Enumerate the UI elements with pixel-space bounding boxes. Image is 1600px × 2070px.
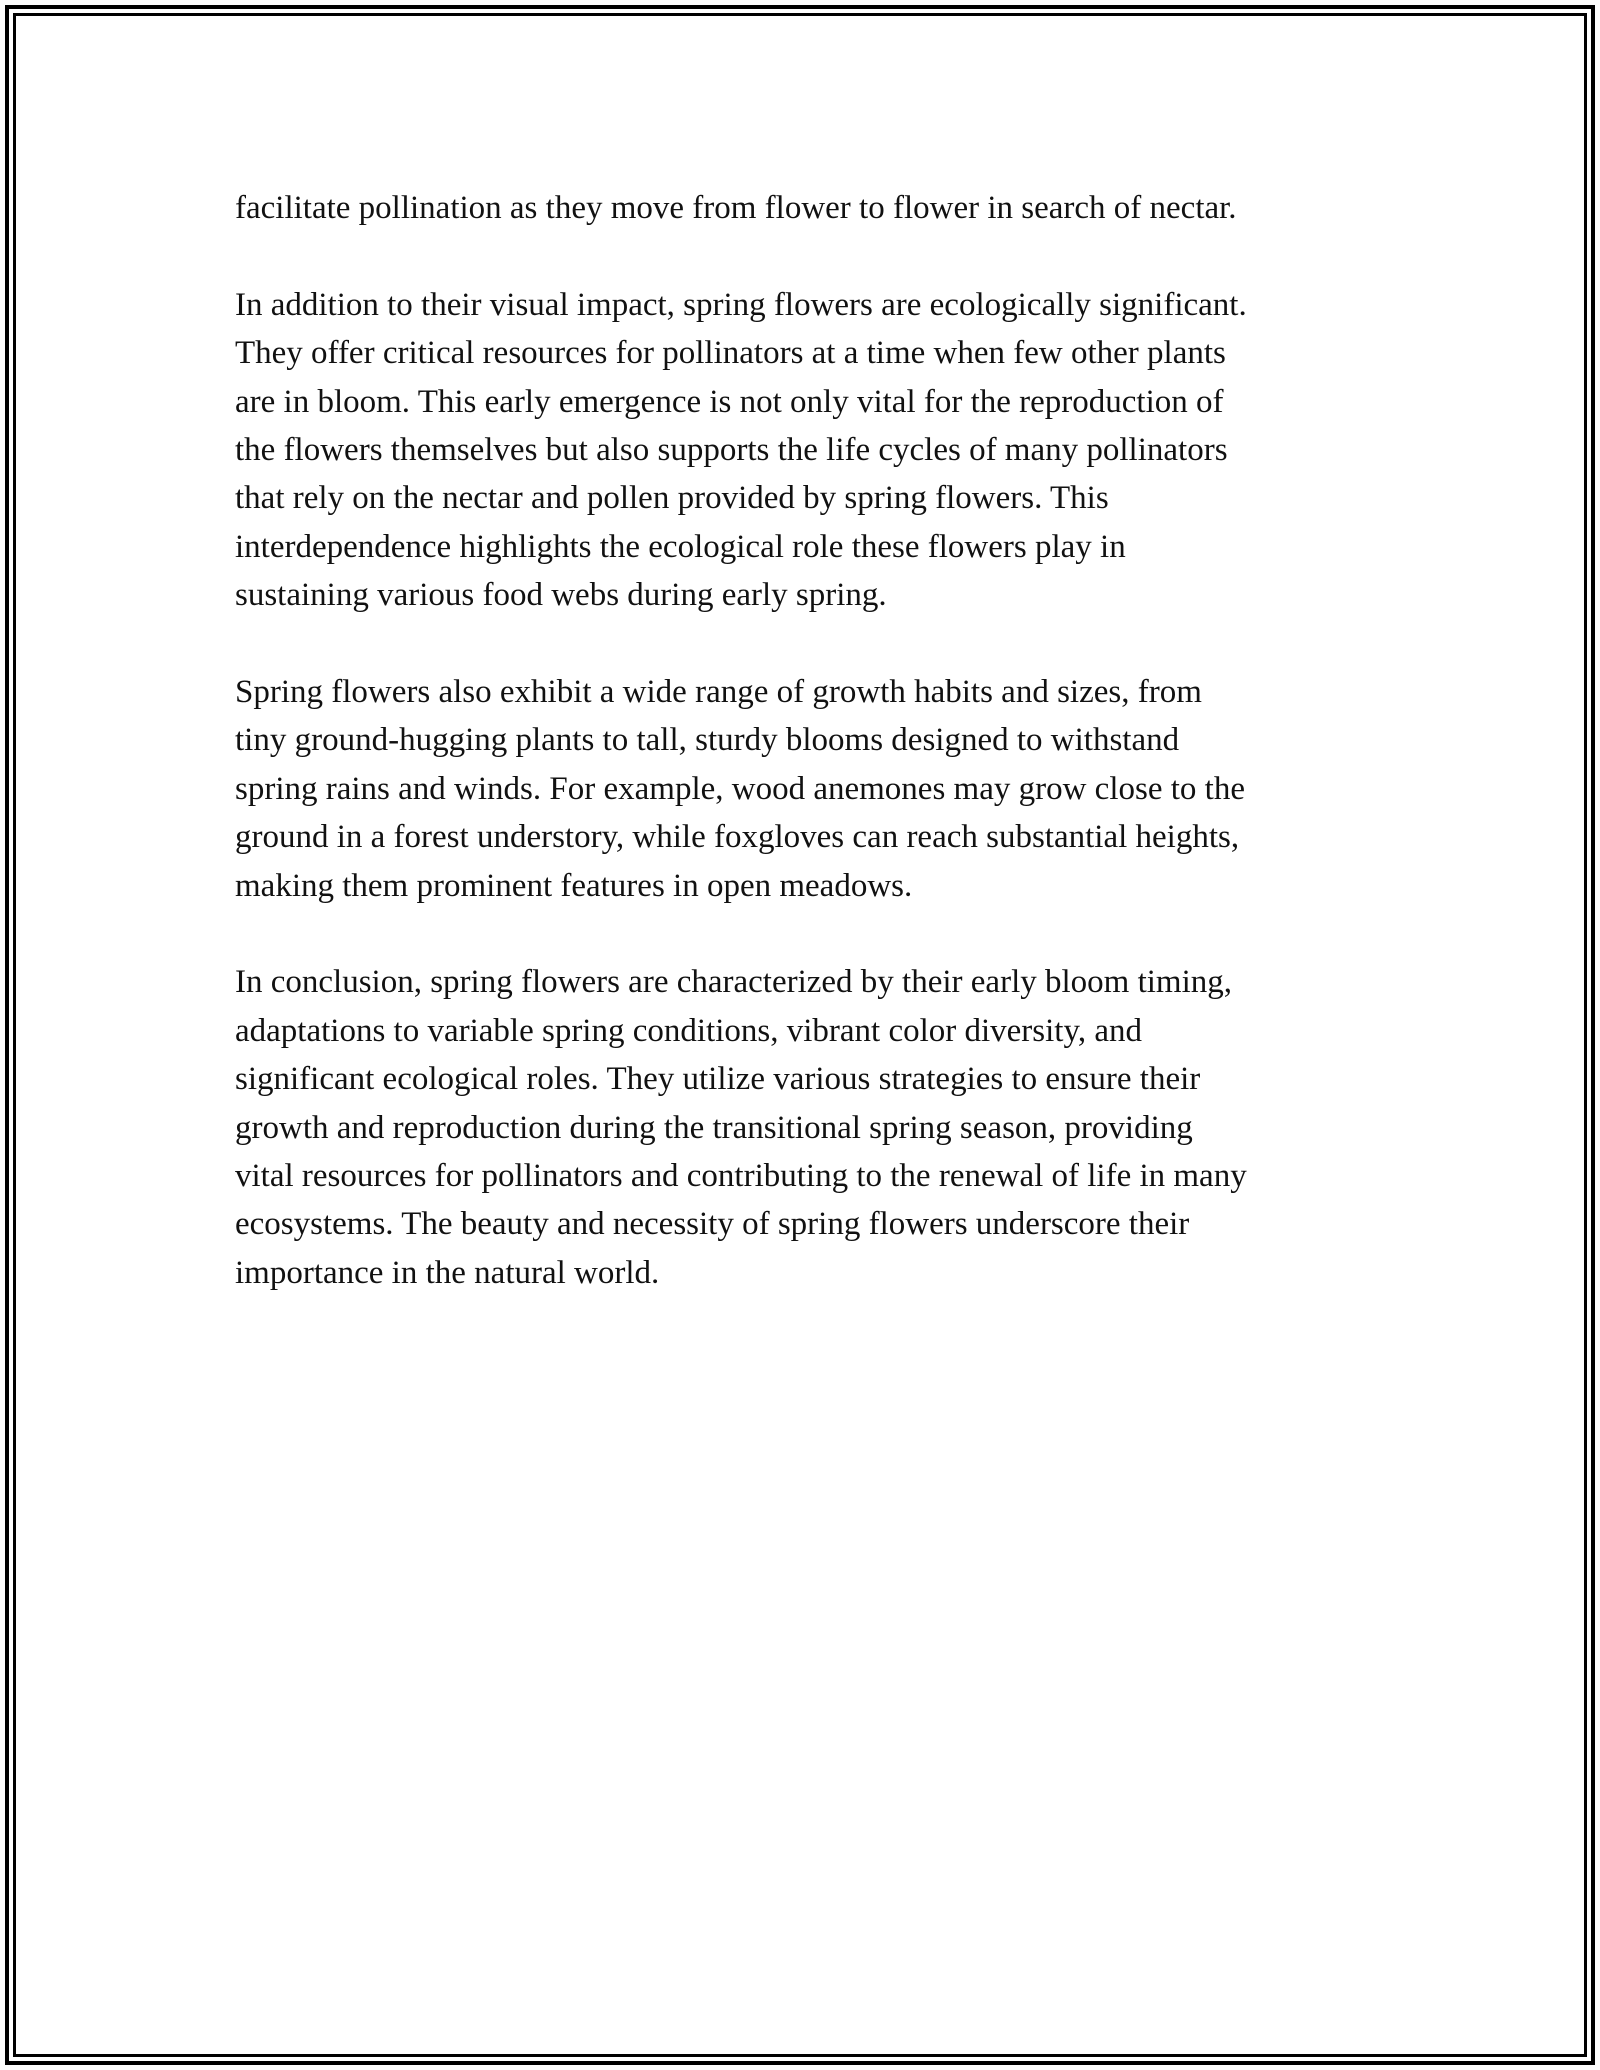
paragraph-conclusion: In conclusion, spring flowers are characterized by their early bloom timing, adaptations to variable spring conditions, vibrant color diversity, and significant ecological roles. They utilize various strategies to ensure their growth and reproduction during the transitional spring season, providing vital resources for pollinators and contributing to the renewal of life in many ecosystems. The beauty and necessity of spring flowers underscore their importance in the natural world. [235,964,1247,1291]
paragraph-pollination-continuation: facilitate pollination as they move from flower to flower in search of nectar. [235,190,1237,226]
paragraph-growth-habits: Spring flowers also exhibit a wide range of growth habits and sizes, from tiny ground-hugging plants to tall, sturdy blooms designed to withstand spring rains and winds. For example, wood anemones may grow close to the ground in a forest understory, while foxgloves can reach substantial heights, making them prominent features in open meadows. [235,674,1245,904]
document-body [235,184,1395,1346]
paragraph-ecological-significance: In addition to their visual impact, spring flowers are ecologically significant. They offer critical resources for pollinators at a time when few other plants are in bloom. This early emergence is not only vital for the reproduction of the flowers themselves but also supports the life cycles of many pollinators that rely on the nectar and pollen provided by spring flowers. This interdependence highlights the ecological role these flowers play in sustaining various food webs during early spring. [235,286,1247,614]
